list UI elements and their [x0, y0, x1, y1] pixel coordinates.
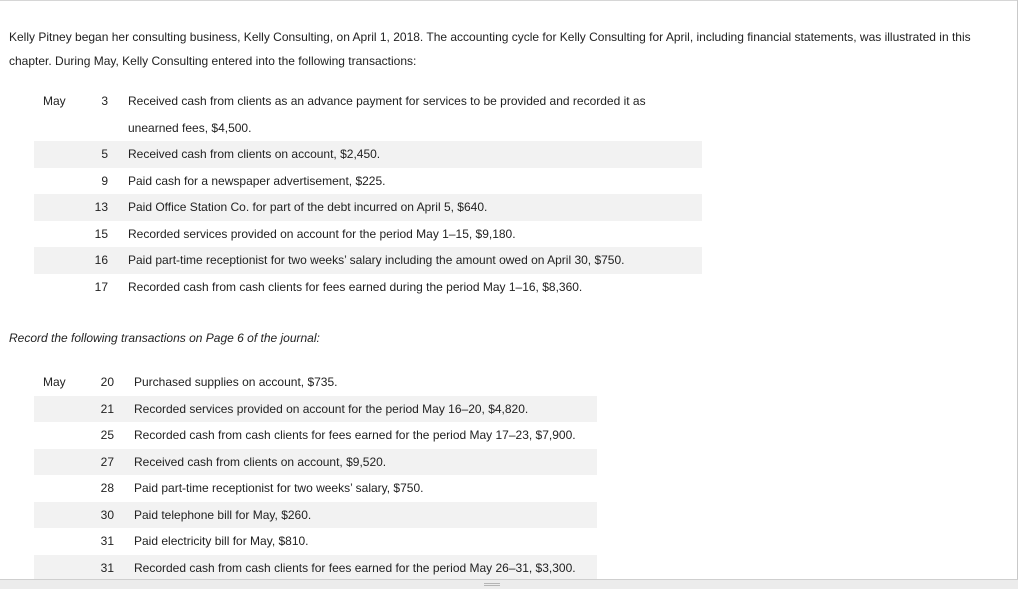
description-cell: Recorded services provided on account for the period May 1–15, $9,180.: [128, 226, 516, 241]
day-cell: 17: [94, 279, 108, 294]
day-cell: 13: [79, 194, 108, 221]
month-cell: [34, 449, 79, 476]
table-row: [34, 247, 702, 274]
table-row: [34, 555, 597, 582]
day-cell: 9: [101, 173, 108, 188]
month-cell: [34, 168, 79, 195]
description-cell: Received cash from clients on account, $2,450.: [108, 141, 702, 168]
day-cell: 15: [94, 226, 108, 241]
right-border: [1017, 0, 1018, 580]
month-cell: [34, 274, 79, 301]
may-transactions-table: [34, 88, 702, 300]
table-row: [34, 502, 597, 529]
description-cell: Paid part-time receptionist for two weeks’ salary, $750.: [134, 481, 424, 495]
month-cell: [34, 194, 79, 221]
month-cell: [34, 247, 79, 274]
day-cell: 21: [79, 396, 114, 423]
description-line: Received cash from clients as an advance payment for services to be provided and recorded it as: [128, 94, 646, 108]
day-cell: 25: [100, 428, 114, 442]
description-cell: Paid part-time receptionist for two weeks’ salary including the amount owed on April 30, $750.: [108, 247, 702, 274]
table-row: [34, 88, 702, 141]
day-cell: 16: [79, 247, 108, 274]
table-row: [34, 396, 597, 423]
description-cell: [108, 88, 702, 141]
description-cell: Recorded cash from cash clients for fees earned during the period May 1–16, $8,360.: [128, 279, 583, 294]
table-row: [34, 475, 597, 502]
day-cell: 28: [100, 481, 114, 495]
month-cell: [34, 396, 79, 423]
table-row: [34, 168, 702, 195]
description-cell: Paid electricity bill for May, $810.: [134, 534, 309, 548]
month-cell: [34, 555, 79, 582]
table-row: [34, 141, 702, 168]
scroll-grip-icon[interactable]: [484, 583, 500, 586]
month-cell: [34, 141, 79, 168]
top-divider: [0, 0, 1018, 1]
month-cell: [34, 502, 79, 529]
table-row: [34, 449, 597, 476]
description-cell: Paid telephone bill for May, $260.: [114, 502, 597, 529]
month-cell: [34, 221, 79, 248]
description-cell: Recorded cash from cash clients for fees earned for the period May 26–31, $3,300.: [114, 555, 597, 582]
horizontal-scrollbar[interactable]: [0, 579, 1018, 589]
month-cell: May: [43, 375, 66, 389]
month-cell: [34, 475, 79, 502]
day-cell: 31: [100, 534, 114, 548]
day-cell: 31: [79, 555, 114, 582]
day-cell: 20: [100, 375, 114, 389]
description-cell: Paid Office Station Co. for part of the debt incurred on April 5, $640.: [108, 194, 702, 221]
table-row: [34, 194, 702, 221]
table-row: [34, 528, 597, 555]
day-cell: 30: [79, 502, 114, 529]
description-line: unearned fees, $4,500.: [128, 120, 252, 135]
description-cell: Purchased supplies on account, $735.: [134, 375, 338, 389]
month-cell: [34, 528, 79, 555]
month-cell: May: [43, 94, 66, 108]
table-row: [34, 369, 597, 396]
description-cell: Received cash from clients on account, $9,520.: [114, 449, 597, 476]
table-row: [34, 422, 597, 449]
day-cell: 3: [101, 94, 108, 108]
table-row: [34, 274, 702, 301]
table-row: [34, 221, 702, 248]
journal-instruction: Record the following transactions on Page 6 of the journal:: [9, 331, 320, 345]
description-cell: Paid cash for a newspaper advertisement, $225.: [128, 173, 386, 188]
description-cell: Recorded cash from cash clients for fees earned for the period May 17–23, $7,900.: [134, 428, 576, 442]
day-cell: 27: [79, 449, 114, 476]
description-cell: Recorded services provided on account for the period May 16–20, $4,820.: [114, 396, 597, 423]
journal-transactions-table: [34, 369, 597, 581]
month-cell: [34, 422, 79, 449]
intro-paragraph: Kelly Pitney began her consulting business, Kelly Consulting, on April 1, 2018. The accounting cycle for Kelly Consulting for April, including financial statements, was illustrated in this chapter. During May, Kelly Consulting entered into the following transactions:: [9, 30, 971, 68]
day-cell: 5: [79, 141, 108, 168]
